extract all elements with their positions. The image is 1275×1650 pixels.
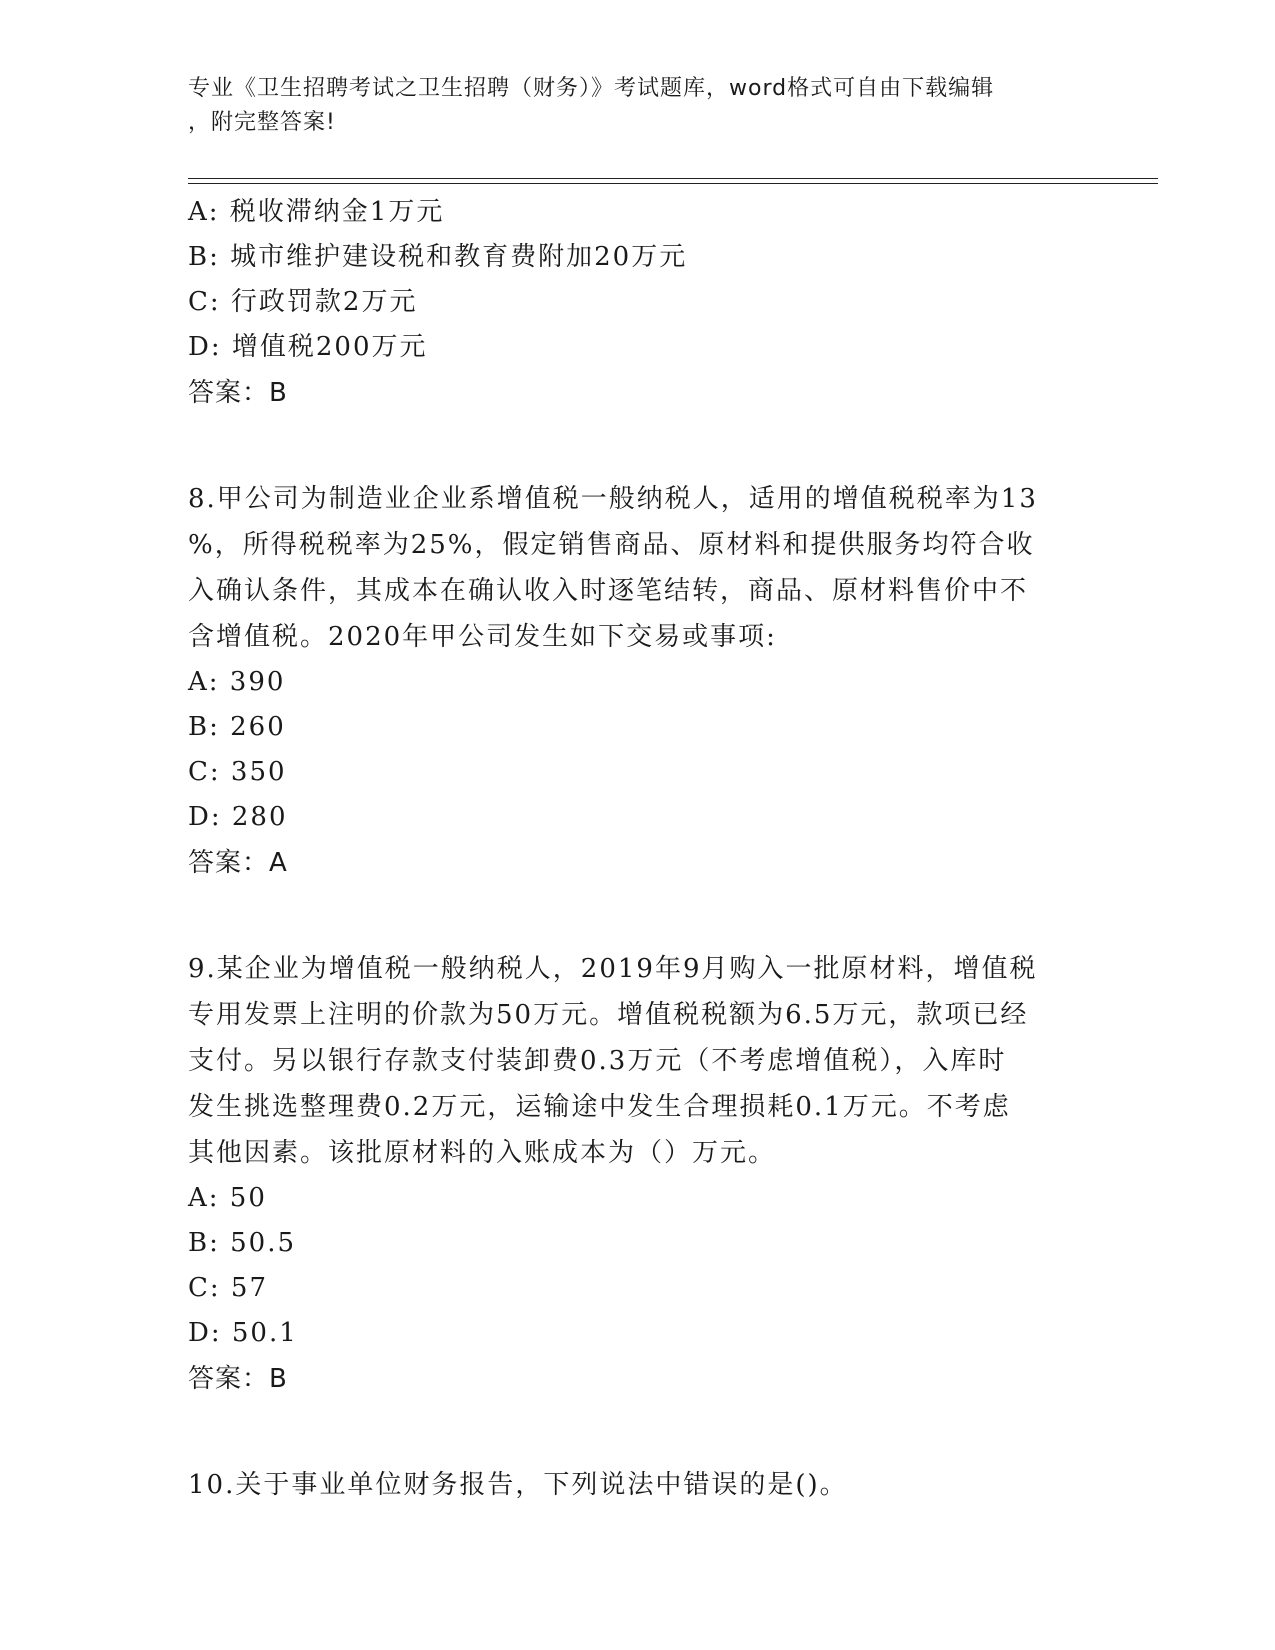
q9-answer: 答案：B	[188, 1364, 288, 1394]
q9-line-2: 专用发票上注明的价款为50万元。增值税税额为6.5万元，款项已经	[188, 1000, 1029, 1030]
header-divider-top	[188, 178, 1158, 179]
q7-option-a: A: 税收滞纳金1万元	[188, 197, 445, 227]
q9-option-c: C: 57	[188, 1273, 269, 1303]
q8-option-a: A: 390	[188, 667, 286, 697]
q8-option-c: C: 350	[188, 757, 287, 787]
q7-answer: 答案：B	[188, 378, 288, 408]
q8-line-3: 入确认条件，其成本在确认收入时逐笔结转，商品、原材料售价中不	[188, 576, 1029, 606]
header-divider-bottom	[188, 183, 1158, 184]
question-7	[188, 190, 1078, 416]
q9-option-b: B: 50.5	[188, 1228, 297, 1258]
header-line-2: ，附完整答案!	[188, 110, 336, 135]
q8-line-1: 8.甲公司为制造业企业系增值税一般纳税人，适用的增值税税率为13	[188, 484, 1038, 514]
question-8	[188, 476, 1078, 886]
q9-text	[188, 946, 1078, 1176]
q8-text	[188, 476, 1078, 660]
header-line-1: 专业《卫生招聘考试之卫生招聘（财务）》考试题库，word格式可自由下载编辑	[188, 76, 995, 101]
question-list	[188, 190, 1078, 1508]
document-header	[188, 72, 1088, 140]
q8-option-d: D: 280	[188, 802, 288, 832]
q9-line-1: 9.某企业为增值税一般纳税人，2019年9月购入一批原材料，增值税	[188, 954, 1038, 984]
spacer	[188, 886, 1078, 946]
q9-line-3: 支付。另以银行存款支付装卸费0.3万元（不考虑增值税），入库时	[188, 1046, 1007, 1076]
q10-text	[188, 1462, 1078, 1508]
question-9	[188, 946, 1078, 1402]
q7-option-c: C: 行政罚款2万元	[188, 287, 418, 317]
q9-option-a: A: 50	[188, 1183, 267, 1213]
q9-line-4: 发生挑选整理费0.2万元，运输途中发生合理损耗0.1万元。不考虑	[188, 1092, 1011, 1122]
q9-line-5: 其他因素。该批原材料的入账成本为（）万元。	[188, 1138, 777, 1168]
q8-line-4: 含增值税。2020年甲公司发生如下交易或事项:	[188, 622, 777, 652]
q8-option-b: B: 260	[188, 712, 286, 742]
q8-answer: 答案：A	[188, 848, 288, 878]
spacer	[188, 416, 1078, 476]
q10-line-1: 10.关于事业单位财务报告，下列说法中错误的是()。	[188, 1470, 848, 1500]
spacer	[188, 1402, 1078, 1462]
q7-option-b: B: 城市维护建设税和教育费附加20万元	[188, 242, 688, 272]
q8-line-2: %，所得税税率为25%，假定销售商品、原材料和提供服务均符合收	[188, 530, 1035, 560]
question-10	[188, 1462, 1078, 1508]
q9-option-d: D: 50.1	[188, 1318, 298, 1348]
q7-option-d: D: 增值税200万元	[188, 332, 428, 362]
